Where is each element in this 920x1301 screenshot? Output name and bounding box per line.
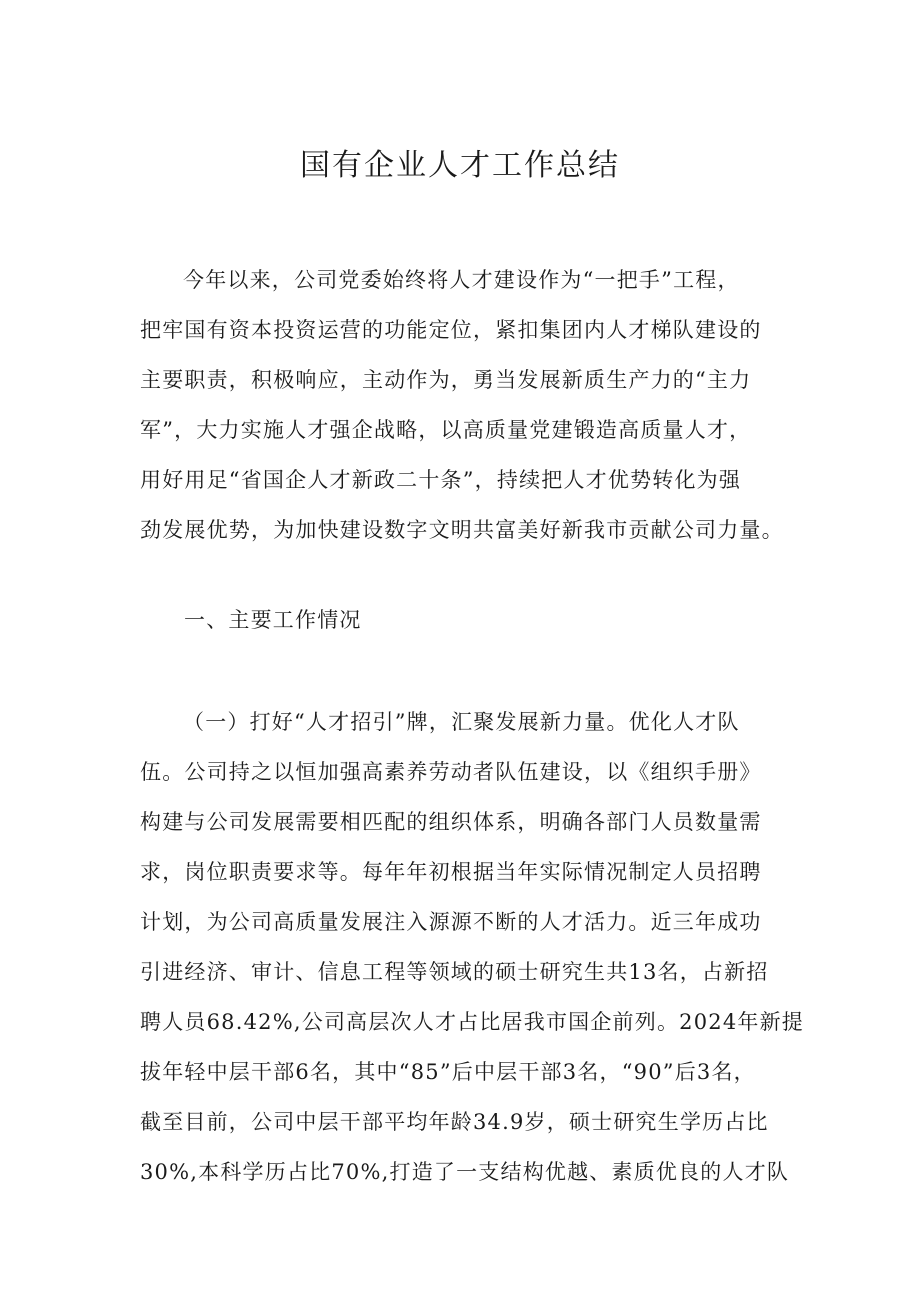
subsection-line: 构建与公司发展需要相匹配的组织体系，明确各部门人员数量需 [140, 810, 762, 834]
subsection-line: （一）打好“人才招引”牌，汇聚发展新力量。优化人才队 [183, 710, 740, 734]
intro-line: 把牢国有资本投资运营的功能定位，紧扣集团内人才梯队建设的 [140, 318, 762, 342]
subsection-line: 求，岗位职责要求等。每年年初根据当年实际情况制定人员招聘 [140, 860, 762, 884]
intro-line: 用好用足“省国企人才新政二十条”，持续把人才优势转化为强 [140, 468, 742, 492]
intro-line: 劲发展优势，为加快建设数字文明共富美好新我市贡献公司力量。 [140, 518, 784, 542]
subsection-line: 聘人员68.42%,公司高层次人才占比居我市国企前列。2024年新提 [140, 1010, 804, 1034]
subsection-line: 伍。公司持之以恒加强高素养劳动者队伍建设，以《组织手册》 [140, 760, 762, 784]
subsection-line: 截至目前，公司中层干部平均年龄34.9岁，硕士研究生学历占比 [140, 1110, 769, 1134]
subsection-line: 30%,本科学历占比70%,打造了一支结构优越、素质优良的人才队 [140, 1160, 790, 1184]
intro-line: 主要职责，积极响应，主动作为，勇当发展新质生产力的“主力 [140, 368, 752, 392]
document-title: 国有企业人才工作总结 [300, 148, 620, 183]
intro-line: 今年以来，公司党委始终将人才建设作为“一把手”工程， [183, 268, 740, 292]
subsection-line: 计划，为公司高质量发展注入源源不断的人才活力。近三年成功 [140, 910, 762, 934]
section-heading: 一、主要工作情况 [184, 608, 362, 632]
intro-line: 军”，大力实施人才强企战略，以高质量党建锻造高质量人才， [140, 418, 752, 442]
subsection-line: 引进经济、审计、信息工程等领域的硕士研究生共13名，占新招 [140, 960, 769, 984]
subsection-line: 拔年轻中层干部6名，其中“85”后中层干部3名，“90”后3名， [140, 1060, 756, 1084]
